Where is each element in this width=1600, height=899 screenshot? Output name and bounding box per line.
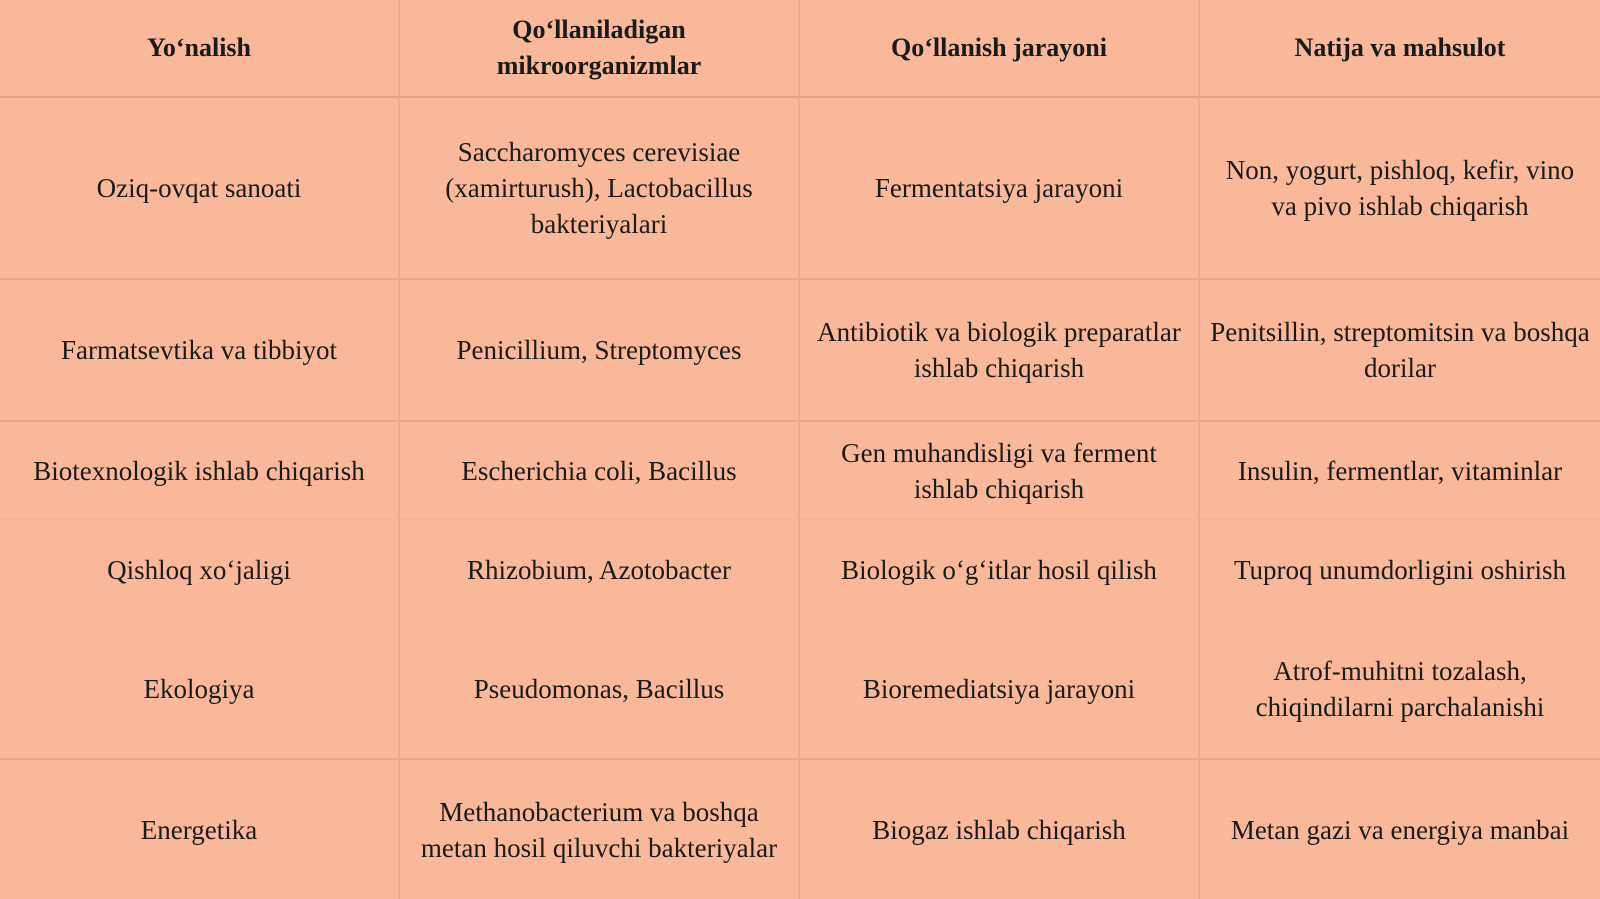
table-cell: Qishloq xo‘jaligi bbox=[0, 520, 400, 620]
table-cell: Energetika bbox=[0, 760, 400, 899]
table-cell: Methanobacterium va boshqa metan hosil qiluvchi bakteriyalar bbox=[400, 760, 800, 899]
table-cell: Tuproq unumdorligini oshirish bbox=[1233, 555, 1567, 585]
table-cell: Antibiotik va biologik preparatlar ishlab chiqarish bbox=[800, 280, 1200, 422]
table-cell: Oziq-ovqat sanoati bbox=[0, 98, 400, 280]
header-process: Qo‘llanish jarayoni bbox=[800, 0, 1200, 98]
table-cell: Insulin, fermentlar, vitaminlar bbox=[1200, 422, 1600, 520]
table-cell: Bioremediatsiya jarayoni bbox=[800, 620, 1200, 760]
table-cell: Biogaz ishlab chiqarish bbox=[800, 760, 1200, 899]
table-cell: Atrof-muhitni tozalash, chiqindilarni parchalanishi bbox=[1200, 620, 1600, 760]
table-cell: Ekologiya bbox=[0, 620, 400, 760]
table-cell: Gen muhandisligi va ferment ishlab chiqarish bbox=[800, 422, 1200, 520]
table-cell: Biotexnologik ishlab chiqarish bbox=[0, 422, 400, 520]
table-cell: Saccharomyces cerevisiae (xamirturush), Lactobacillus bakteriyalari bbox=[400, 98, 800, 280]
header-direction: Yo‘nalish bbox=[0, 0, 400, 98]
table-cell: Pseudomonas, Bacillus bbox=[400, 620, 800, 760]
header-microorganisms: Qo‘llaniladigan mikroorganizmlar bbox=[400, 0, 800, 98]
table-cell: Penitsillin, streptomitsin va boshqa dorilar bbox=[1200, 280, 1600, 422]
table-cell: Biologik o‘g‘itlar hosil qilish bbox=[800, 520, 1200, 620]
table-cell: Metan gazi va energiya manbai bbox=[1230, 814, 1570, 845]
header-result: Natija va mahsulot bbox=[1200, 0, 1600, 98]
table-cell: Fermentatsiya jarayoni bbox=[800, 98, 1200, 280]
table-cell: Penicillium, Streptomyces bbox=[400, 280, 800, 422]
table-cell: Non, yogurt, pishloq, kefir, vino va pivo ishlab chiqarish bbox=[1200, 98, 1600, 280]
table-cell: Rhizobium, Azotobacter bbox=[400, 520, 800, 620]
table-cell: Farmatsevtika va tibbiyot bbox=[0, 280, 400, 422]
table-cell: Escherichia coli, Bacillus bbox=[400, 422, 800, 520]
